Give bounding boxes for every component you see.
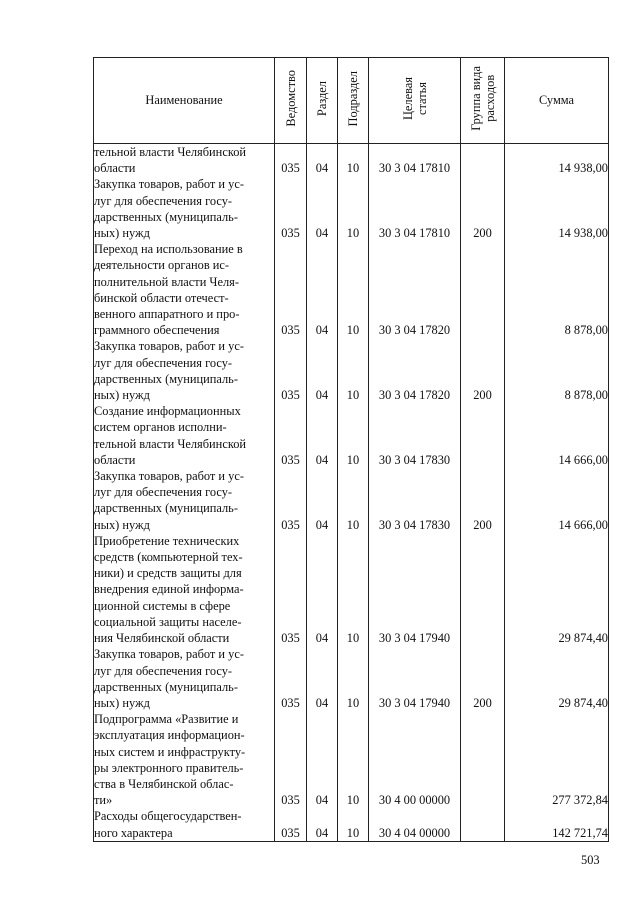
row-name-line: ных) нужд [94,517,150,532]
row-subsection: 10 [338,711,369,808]
row-name [94,468,275,533]
row-name-line: ры электронного правитель- [94,760,244,775]
row-target: 30 3 04 17830 [369,468,461,533]
row-group [461,533,505,646]
row-name-line: дарственных (муниципаль- [94,371,238,386]
row-sum: 277 372,84 [505,711,609,808]
row-name [94,338,275,403]
row-name-line: систем органов исполни- [94,420,227,435]
row-name-line: полнительной власти Челя- [94,274,239,289]
row-name-line: луг для обеспечения госу- [94,193,233,208]
row-dept: 035 [275,144,307,177]
table-row [94,711,609,808]
row-group [461,241,505,338]
row-sum: 14 938,00 [505,176,609,241]
row-target: 30 3 04 17810 [369,176,461,241]
row-sum: 142 721,74 [505,808,609,841]
page-number: 503 [581,853,600,867]
row-name-line: Закупка товаров, работ и ус- [94,469,244,484]
row-section: 04 [307,646,338,711]
table-row [94,808,609,841]
row-name-line: бинской области отечест- [94,290,229,305]
row-name-line: тельной власти Челябинской [94,436,247,451]
row-subsection: 10 [338,176,369,241]
row-dept: 035 [275,241,307,338]
budget-table [93,57,609,842]
row-name-line: Закупка товаров, работ и ус- [94,177,244,192]
row-target: 30 4 00 00000 [369,711,461,808]
row-name-line: дарственных (муниципаль- [94,209,238,224]
table-header [94,58,609,144]
row-sum: 29 874,40 [505,533,609,646]
row-name-line: Приобретение технических [94,533,240,548]
row-section: 04 [307,468,338,533]
row-name [94,144,275,177]
row-dept: 035 [275,176,307,241]
row-name [94,241,275,338]
row-name-line: ных) нужд [94,695,150,710]
row-section: 04 [307,533,338,646]
table-row [94,176,609,241]
row-group [461,144,505,177]
row-section: 04 [307,338,338,403]
table-row [94,533,609,646]
row-sum: 14 666,00 [505,403,609,468]
row-name [94,711,275,808]
row-name-line: ства в Челябинской облас- [94,776,234,791]
header-sum: Сумма [505,58,609,144]
row-name-line: эксплуатация информацион- [94,728,245,743]
row-section: 04 [307,176,338,241]
row-name-line: дарственных (муниципаль- [94,501,238,516]
table-row [94,646,609,711]
row-subsection: 10 [338,808,369,841]
row-name-line: граммного обеспечения [94,323,220,338]
row-name-line: социальной защиты населе- [94,614,242,629]
row-name [94,646,275,711]
row-name-line: области [94,452,136,467]
row-subsection: 10 [338,338,369,403]
row-name-line: ния Челябинской области [94,631,230,646]
row-target: 30 3 04 17820 [369,241,461,338]
row-name-line: Закупка товаров, работ и ус- [94,339,244,354]
row-group: 200 [461,176,505,241]
row-name-line: венного аппаратного и про- [94,307,240,322]
row-target: 30 3 04 17810 [369,144,461,177]
row-name [94,808,275,841]
row-subsection: 10 [338,403,369,468]
row-name [94,403,275,468]
header-section: Раздел [307,58,338,144]
row-section: 04 [307,711,338,808]
row-name-line: ных) нужд [94,388,150,403]
row-dept: 035 [275,533,307,646]
row-group: 200 [461,646,505,711]
row-subsection: 10 [338,533,369,646]
row-name-line: ционной системы в сфере [94,598,231,613]
row-name-line: луг для обеспечения госу- [94,355,233,370]
row-name-line: деятельности органов ис- [94,258,230,273]
row-name-line: Создание информационных [94,404,241,419]
row-dept: 035 [275,808,307,841]
row-target: 30 4 04 00000 [369,808,461,841]
row-dept: 035 [275,338,307,403]
header-target: Целевая статья [369,58,461,144]
table-row [94,241,609,338]
row-group [461,711,505,808]
row-section: 04 [307,808,338,841]
row-name-line: луг для обеспечения госу- [94,663,233,678]
row-dept: 035 [275,403,307,468]
row-name-line: области [94,161,136,176]
row-target: 30 3 04 17830 [369,403,461,468]
row-name-line: Закупка товаров, работ и ус- [94,647,244,662]
header-group: Группа вида расходов [461,58,505,144]
row-name-line: средств (компьютерной тех- [94,550,243,565]
row-name-line: Переход на использование в [94,242,243,257]
row-name-line: ники) и средств защиты для [94,566,242,581]
row-name [94,533,275,646]
row-name-line: внедрения единой информа- [94,582,244,597]
row-name-line: ного характера [94,825,173,840]
row-sum: 8 878,00 [505,338,609,403]
row-group: 200 [461,468,505,533]
row-section: 04 [307,403,338,468]
table-row [94,338,609,403]
row-name-line: Расходы общегосударствен- [94,809,242,824]
row-name-line: ных) нужд [94,226,150,241]
row-section: 04 [307,241,338,338]
row-name-line: тельной власти Челябинской [94,145,247,159]
row-sum: 14 938,00 [505,144,609,177]
row-dept: 035 [275,711,307,808]
row-name-line: ных систем и инфраструкту- [94,744,246,759]
table-row [94,403,609,468]
row-target: 30 3 04 17820 [369,338,461,403]
header-dept: Ведомство [275,58,307,144]
row-sum: 8 878,00 [505,241,609,338]
row-dept: 035 [275,646,307,711]
table-body [94,144,609,842]
row-subsection: 10 [338,241,369,338]
row-name [94,176,275,241]
row-sum: 29 874,40 [505,646,609,711]
row-name-line: луг для обеспечения госу- [94,485,233,500]
row-group: 200 [461,338,505,403]
table-row [94,144,609,177]
row-sum: 14 666,00 [505,468,609,533]
header-name: Наименование [94,58,275,144]
header-subsection: Подраздел [338,58,369,144]
row-group [461,403,505,468]
row-subsection: 10 [338,468,369,533]
row-name-line: ти» [94,793,113,808]
row-section: 04 [307,144,338,177]
row-name-line: Подпрограмма «Развитие и [94,712,239,727]
row-subsection: 10 [338,144,369,177]
row-target: 30 3 04 17940 [369,646,461,711]
table-row [94,468,609,533]
row-subsection: 10 [338,646,369,711]
row-dept: 035 [275,468,307,533]
row-group [461,808,505,841]
row-target: 30 3 04 17940 [369,533,461,646]
row-name-line: дарственных (муниципаль- [94,679,238,694]
